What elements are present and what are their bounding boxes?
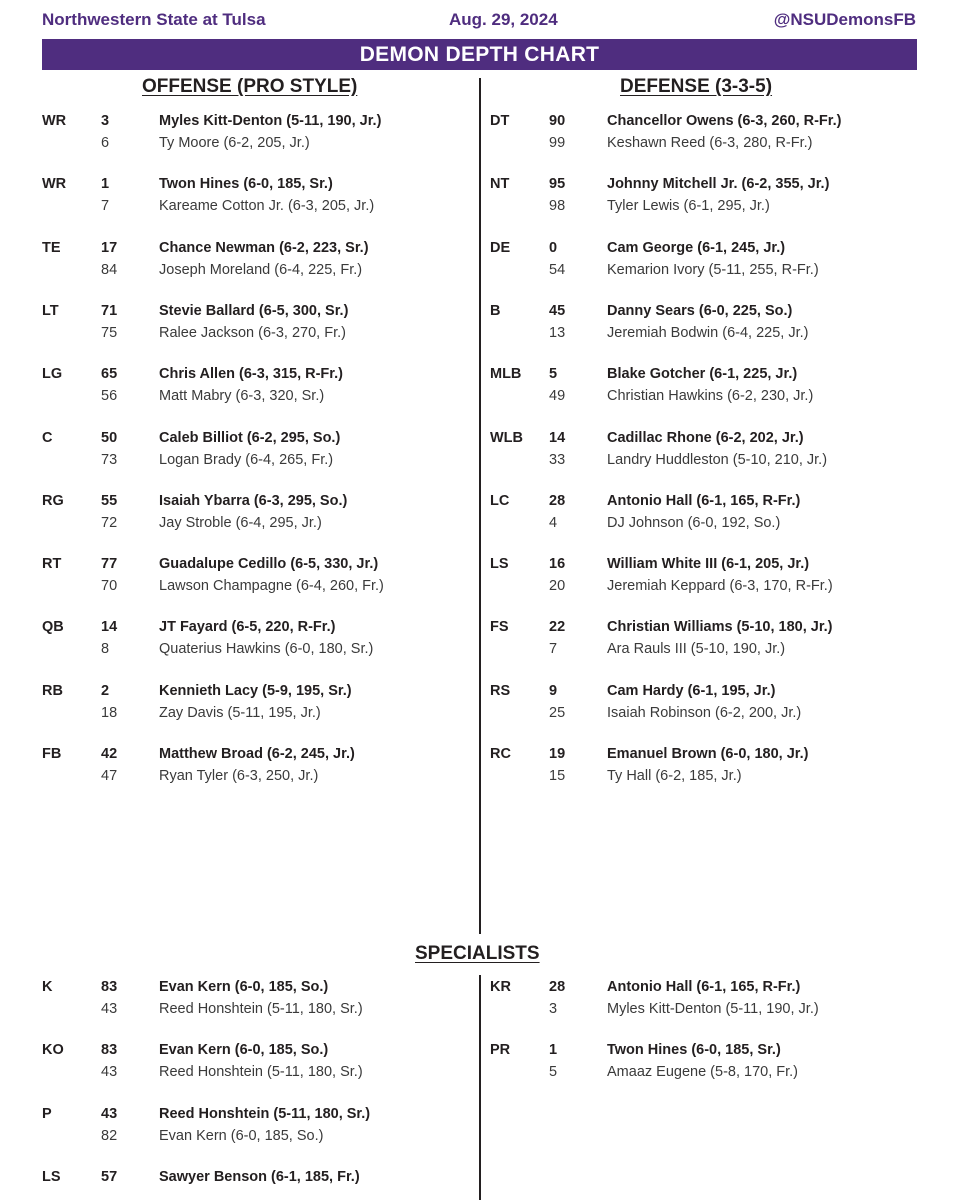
position-label: RT (42, 556, 62, 573)
player-name: Chris Allen (6-3, 315, R-Fr.) (159, 366, 343, 383)
position-label: KO (42, 1042, 64, 1059)
starter-row (42, 363, 482, 385)
starter-row (42, 553, 482, 575)
defense-title: DEFENSE (3-3-5) (620, 76, 773, 97)
position-group (42, 1039, 482, 1083)
player-name: Quaterius Hawkins (6-0, 180, Sr.) (159, 641, 374, 658)
position-group (42, 427, 482, 471)
position-label: PR (490, 1042, 511, 1059)
jersey-number: 8 (101, 641, 110, 658)
position-group (490, 743, 930, 787)
player-name: Kennieth Lacy (5-9, 195, Sr.) (159, 682, 352, 699)
jersey-number: 3 (549, 1001, 558, 1017)
starter-row (490, 300, 930, 322)
jersey-number: 72 (101, 514, 118, 531)
social-handle: @NSUDemonsFB (773, 10, 916, 29)
player-name: Logan Brady (6-4, 265, Fr.) (159, 451, 334, 468)
player-name: Danny Sears (6-0, 225, So.) (607, 302, 793, 319)
jersey-number: 56 (101, 388, 118, 405)
header-bar (0, 8, 953, 32)
position-label: FB (42, 746, 62, 762)
jersey-number: 42 (101, 746, 118, 762)
depth-chart-banner: DEMON DEPTH CHART (42, 39, 917, 70)
backup-row (42, 132, 482, 154)
player-name: Blake Gotcher (6-1, 225, Jr.) (607, 366, 798, 383)
jersey-number: 1 (549, 1042, 558, 1059)
starter-row (490, 173, 930, 195)
jersey-number: 84 (101, 261, 118, 278)
jersey-number: 2 (101, 682, 110, 699)
player-name: Cam George (6-1, 245, Jr.) (607, 239, 786, 256)
position-label: RG (42, 492, 64, 509)
backup-row (42, 512, 482, 534)
position-label: LS (490, 556, 509, 573)
jersey-number: 13 (549, 324, 566, 341)
player-name: Matthew Broad (6-2, 245, Jr.) (159, 746, 355, 762)
position-group (490, 490, 930, 534)
position-group (42, 616, 482, 660)
position-group (42, 680, 482, 724)
starter-row (42, 743, 482, 765)
player-name: Jeremiah Keppard (6-3, 170, R-Fr.) (607, 578, 833, 595)
position-group (490, 553, 930, 597)
position-label: LG (42, 366, 63, 383)
backup-row (490, 512, 930, 534)
player-name: Evan Kern (6-0, 185, So.) (159, 1042, 329, 1059)
jersey-number: 57 (101, 1168, 118, 1185)
jersey-number: 14 (101, 619, 118, 636)
jersey-number: 15 (549, 768, 566, 784)
starter-row (42, 490, 482, 512)
position-group (490, 680, 930, 724)
jersey-number: 83 (101, 1042, 118, 1059)
backup-row (42, 322, 482, 344)
player-name: Matt Mabry (6-3, 320, Sr.) (159, 388, 325, 405)
backup-row (490, 385, 930, 407)
position-label: DT (490, 113, 510, 129)
player-name: Ty Hall (6-2, 185, Jr.) (607, 768, 742, 784)
player-name: Isaiah Ybarra (6-3, 295, So.) (159, 492, 348, 509)
position-label: P (42, 1105, 52, 1122)
backup-row (490, 998, 930, 1020)
jersey-number: 75 (101, 324, 118, 341)
player-name: Jay Stroble (6-4, 295, Jr.) (159, 514, 322, 531)
jersey-number: 19 (549, 746, 566, 762)
position-group (42, 237, 482, 281)
position-label: RB (42, 682, 63, 699)
position-label: FS (490, 619, 509, 636)
position-label: LS (42, 1168, 61, 1185)
backup-row (490, 259, 930, 281)
player-name: Ralee Jackson (6-3, 270, Fr.) (159, 324, 346, 341)
starter-row (42, 237, 482, 259)
jersey-number: 9 (549, 682, 558, 699)
jersey-number: 5 (549, 1064, 558, 1081)
position-group (490, 616, 930, 660)
starter-row (42, 300, 482, 322)
starter-row (42, 1103, 482, 1125)
game-date: Aug. 29, 2024 (449, 10, 558, 29)
position-group (490, 1039, 930, 1083)
player-name: Kareame Cotton Jr. (6-3, 205, Jr.) (159, 198, 375, 215)
jersey-number: 95 (549, 176, 566, 193)
jersey-number: 25 (549, 704, 566, 721)
player-name: Joseph Moreland (6-4, 225, Fr.) (159, 261, 363, 278)
position-label: LT (42, 302, 59, 319)
backup-row (42, 259, 482, 281)
position-group (42, 1166, 482, 1200)
position-group (42, 976, 482, 1020)
starter-row (490, 680, 930, 702)
jersey-number: 65 (101, 366, 118, 383)
jersey-number: 50 (101, 429, 118, 446)
jersey-number: 6 (101, 135, 110, 151)
player-name: Evan Kern (6-0, 185, So.) (159, 979, 329, 995)
backup-row (42, 765, 482, 787)
jersey-number: 43 (101, 1105, 118, 1122)
jersey-number: 16 (549, 556, 566, 573)
player-name: Chancellor Owens (6-3, 260, R-Fr.) (607, 113, 842, 129)
starter-row (42, 1166, 482, 1188)
position-label: RS (490, 682, 511, 699)
position-group (42, 490, 482, 534)
position-group (42, 743, 482, 787)
starter-row (490, 490, 930, 512)
starter-row (490, 976, 930, 998)
backup-row (490, 132, 930, 154)
starter-row (42, 110, 482, 132)
position-label: WLB (490, 429, 524, 446)
backup-row (42, 638, 482, 660)
jersey-number: 18 (101, 704, 118, 721)
player-name: Myles Kitt-Denton (5-11, 190, Jr.) (607, 1001, 819, 1017)
position-group (490, 300, 930, 344)
position-group (490, 110, 930, 154)
backup-row (490, 195, 930, 217)
jersey-number: 5 (549, 366, 558, 383)
player-name: Isaiah Robinson (6-2, 200, Jr.) (607, 704, 802, 721)
jersey-number: 47 (101, 768, 118, 784)
backup-row (42, 702, 482, 724)
position-label: WR (42, 176, 67, 193)
player-name: Twon Hines (6-0, 185, Sr.) (159, 176, 333, 193)
player-name: Keshawn Reed (6-3, 280, R-Fr.) (607, 135, 813, 151)
position-group (490, 237, 930, 281)
position-group (42, 363, 482, 407)
backup-row (490, 638, 930, 660)
position-label: B (490, 302, 501, 319)
jersey-number: 20 (549, 578, 566, 595)
position-label: NT (490, 176, 510, 193)
player-name: Guadalupe Cedillo (6-5, 330, Jr.) (159, 556, 379, 573)
jersey-number: 28 (549, 492, 566, 509)
starter-row (42, 680, 482, 702)
position-group (490, 427, 930, 471)
backup-row (42, 1061, 482, 1083)
player-name: Lawson Champagne (6-4, 260, Fr.) (159, 578, 384, 595)
starter-row (42, 976, 482, 998)
position-group (42, 553, 482, 597)
position-group (490, 976, 930, 1020)
player-name: Ara Rauls III (5-10, 190, Jr.) (607, 641, 786, 658)
jersey-number: 0 (549, 239, 558, 256)
player-name: JT Fayard (6-5, 220, R-Fr.) (159, 619, 336, 636)
player-name: Kemarion Ivory (5-11, 255, R-Fr.) (607, 261, 819, 278)
player-name: Sawyer Benson (6-1, 185, Fr.) (159, 1168, 360, 1185)
jersey-number: 99 (549, 135, 566, 151)
backup-row (42, 998, 482, 1020)
position-group (42, 300, 482, 344)
starter-row (490, 237, 930, 259)
player-name: DJ Johnson (6-0, 192, So.) (607, 514, 781, 531)
jersey-number: 1 (101, 176, 110, 193)
player-name: Ty Moore (6-2, 205, Jr.) (159, 135, 310, 151)
jersey-number: 55 (101, 492, 118, 509)
player-name: Chance Newman (6-2, 223, Sr.) (159, 239, 369, 256)
player-name: Cam Hardy (6-1, 195, Jr.) (607, 682, 776, 699)
backup-row (42, 449, 482, 471)
backup-row (490, 702, 930, 724)
player-name: Emanuel Brown (6-0, 180, Jr.) (607, 746, 809, 762)
player-name: Jeremiah Bodwin (6-4, 225, Jr.) (607, 324, 809, 341)
position-label: DE (490, 239, 511, 256)
player-name: Stevie Ballard (6-5, 300, Sr.) (159, 302, 349, 319)
offense-title: OFFENSE (PRO STYLE) (142, 76, 358, 97)
backup-row (490, 1061, 930, 1083)
jersey-number: 43 (101, 1064, 118, 1081)
player-name: Reed Honshtein (5-11, 180, Sr.) (159, 1064, 363, 1081)
jersey-number: 43 (101, 1001, 118, 1017)
position-label: WR (42, 113, 67, 129)
jersey-number: 70 (101, 578, 118, 595)
player-name: Cadillac Rhone (6-2, 202, Jr.) (607, 429, 804, 446)
backup-row (490, 765, 930, 787)
jersey-number: 83 (101, 979, 118, 995)
starter-row (42, 427, 482, 449)
backup-row (42, 575, 482, 597)
starter-row (42, 616, 482, 638)
backup-row (42, 385, 482, 407)
jersey-number: 33 (549, 451, 566, 468)
position-label: QB (42, 619, 64, 636)
jersey-number: 7 (549, 641, 558, 658)
jersey-number: 54 (549, 261, 566, 278)
jersey-number: 3 (101, 113, 110, 129)
jersey-number: 90 (549, 113, 566, 129)
player-name: Christian Hawkins (6-2, 230, Jr.) (607, 388, 814, 405)
player-name: William White III (6-1, 205, Jr.) (607, 556, 810, 573)
backup-row (42, 1125, 482, 1147)
starter-row (490, 363, 930, 385)
matchup-text: Northwestern State at Tulsa (42, 10, 266, 29)
player-name: Christian Williams (5-10, 180, Jr.) (607, 619, 833, 636)
jersey-number: 17 (101, 239, 118, 256)
position-label: RC (490, 746, 511, 762)
jersey-number: 98 (549, 198, 566, 215)
starter-row (490, 553, 930, 575)
backup-row (490, 575, 930, 597)
jersey-number: 28 (549, 979, 566, 995)
player-name: Landry Huddleston (5-10, 210, Jr.) (607, 451, 828, 468)
starter-row (42, 1039, 482, 1061)
starter-row (490, 743, 930, 765)
position-label: MLB (490, 366, 522, 383)
backup-row (490, 449, 930, 471)
player-name: Myles Kitt-Denton (5-11, 190, Jr.) (159, 113, 382, 129)
player-name: Ryan Tyler (6-3, 250, Jr.) (159, 768, 319, 784)
jersey-number: 45 (549, 302, 566, 319)
player-name: Tyler Lewis (6-1, 295, Jr.) (607, 198, 770, 215)
jersey-number: 22 (549, 619, 566, 636)
starter-row (42, 173, 482, 195)
position-group (42, 173, 482, 217)
jersey-number: 49 (549, 388, 566, 405)
player-name: Amaaz Eugene (5-8, 170, Fr.) (607, 1064, 799, 1081)
player-name: Antonio Hall (6-1, 165, R-Fr.) (607, 979, 801, 995)
jersey-number: 77 (101, 556, 118, 573)
starter-row (490, 427, 930, 449)
position-group (42, 1103, 482, 1147)
starter-row (490, 1039, 930, 1061)
position-group (42, 110, 482, 154)
jersey-number: 7 (101, 198, 110, 215)
specialists-title: SPECIALISTS (415, 943, 540, 964)
backup-row (42, 195, 482, 217)
jersey-number: 73 (101, 451, 118, 468)
backup-row (490, 322, 930, 344)
player-name: Johnny Mitchell Jr. (6-2, 355, Jr.) (607, 176, 830, 193)
player-name: Twon Hines (6-0, 185, Sr.) (607, 1042, 781, 1059)
position-label: K (42, 979, 53, 995)
player-name: Reed Honshtein (5-11, 180, Sr.) (159, 1105, 371, 1122)
player-name: Evan Kern (6-0, 185, So.) (159, 1127, 324, 1144)
starter-row (490, 110, 930, 132)
jersey-number: 14 (549, 429, 566, 446)
position-label: LC (490, 492, 510, 509)
position-group (490, 173, 930, 217)
jersey-number: 71 (101, 302, 118, 319)
position-label: KR (490, 979, 511, 995)
position-label: C (42, 429, 53, 446)
position-label: TE (42, 239, 61, 256)
jersey-number: 4 (549, 514, 558, 531)
player-name: Caleb Billiot (6-2, 295, So.) (159, 429, 341, 446)
player-name: Zay Davis (5-11, 195, Jr.) (159, 704, 321, 721)
starter-row (490, 616, 930, 638)
player-name: Antonio Hall (6-1, 165, R-Fr.) (607, 492, 801, 509)
position-group (490, 363, 930, 407)
jersey-number: 82 (101, 1127, 118, 1144)
player-name: Reed Honshtein (5-11, 180, Sr.) (159, 1001, 363, 1017)
